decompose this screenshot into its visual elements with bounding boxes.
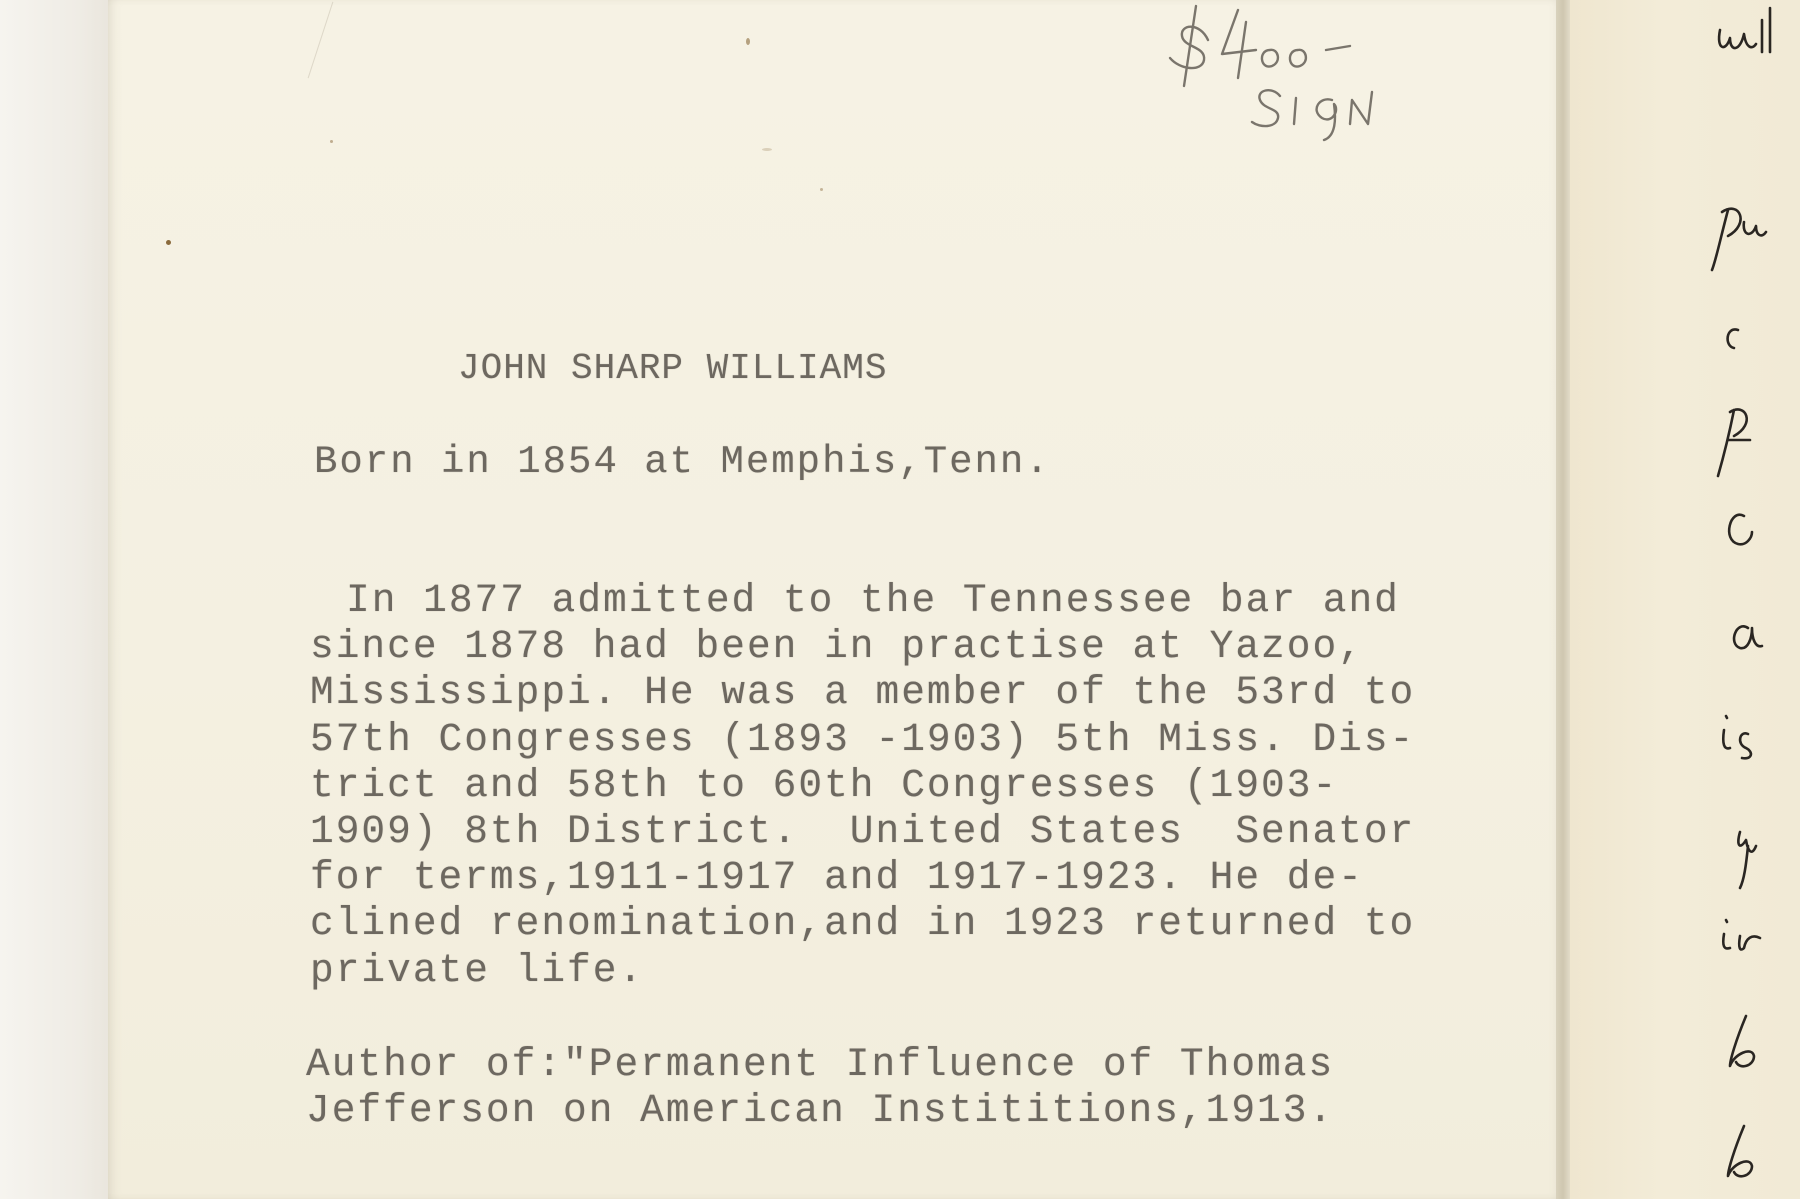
career-line: trict and 58th to 60th Congresses (1903- [310, 762, 1339, 808]
career-line: for terms,1911-1917 and 1917-1923. He de- [310, 855, 1364, 901]
author-paragraph [306, 1042, 1334, 1134]
career-line: 1909) 8th District. United States Senator [310, 809, 1416, 855]
paper-speck [330, 140, 333, 143]
career-paragraph [310, 578, 1415, 994]
paper-speck [762, 148, 772, 151]
adjacent-handwriting [1700, 0, 1800, 1199]
paper-speck [746, 38, 750, 45]
document-title: JOHN SHARP WILLIAMS [458, 348, 888, 389]
pencil-price-note [1160, 0, 1420, 150]
career-line: In 1877 admitted to the Tennessee bar and [346, 578, 1400, 623]
author-line: Author of:"Permanent Influence of Thomas [306, 1042, 1335, 1087]
paper-speck [166, 240, 171, 245]
left-background [0, 0, 112, 1199]
career-line: Mississippi. He was a member of the 53rd to [310, 670, 1416, 716]
career-line: private life. [310, 947, 645, 993]
career-line: clined renomination,and in 1923 returned to [310, 901, 1416, 947]
author-line: Jefferson on American Instititions,1913. [306, 1088, 1335, 1133]
birth-line: Born in 1854 at Memphis,Tenn. [314, 440, 1051, 484]
career-line: 57th Congresses (1893 -1903) 5th Miss. Dis- [310, 716, 1416, 762]
page-gutter [1556, 0, 1570, 1199]
paper-speck [820, 188, 823, 191]
career-line: since 1878 had been in practise at Yazoo, [310, 624, 1364, 670]
